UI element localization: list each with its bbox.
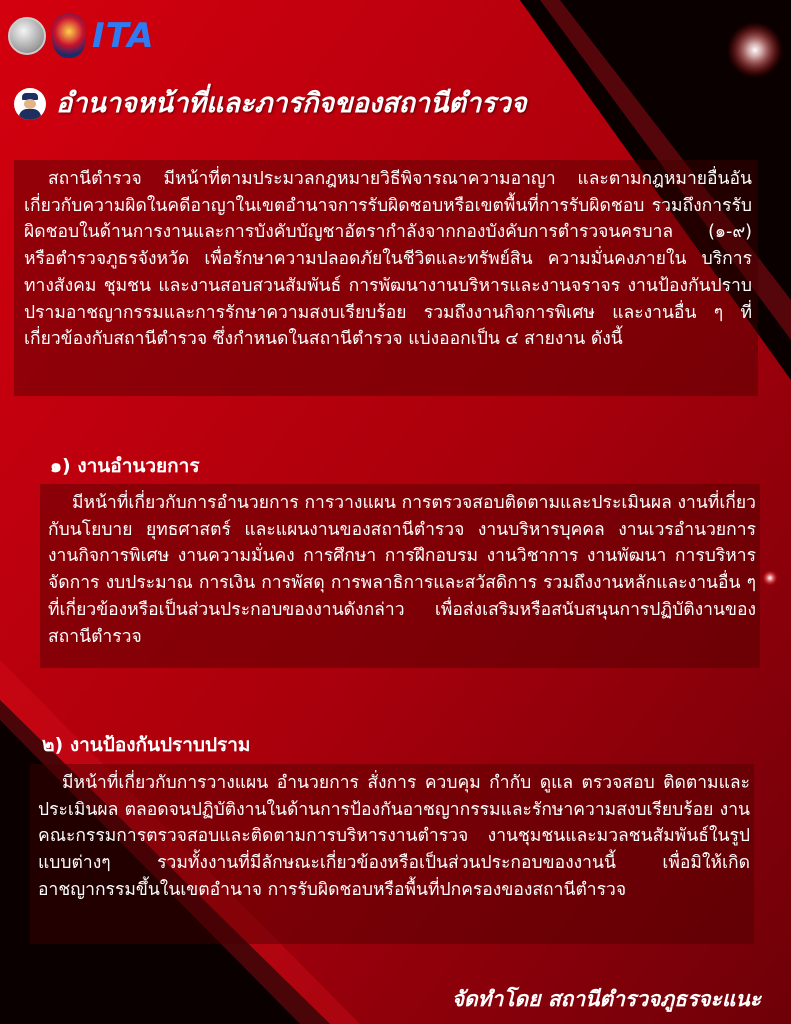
- page-title: อำนาจหน้าที่และภารกิจของสถานีตำรวจ: [56, 88, 527, 119]
- page-heading: [14, 88, 527, 120]
- footer-credit: จัดทำโดย สถานีตำรวจภูธรจะแนะ: [451, 987, 761, 1011]
- light-flare: [727, 22, 783, 78]
- ita-logo: ITA: [92, 16, 155, 56]
- intro-panel: [14, 160, 758, 396]
- logo-bar: [8, 12, 155, 60]
- police-officer-icon: [14, 88, 46, 120]
- light-flare: [762, 570, 778, 586]
- crime-prevention-paragraph: มีหน้าที่เกี่ยวกับการวางแผน อำนวยการ สั่งการ ควบคุม กำกับ ดูแล ตรวจสอบ ติดตามและประเมินผล ตลอดจนปฏิบัติงานในด้านการป้องกันอาชญากรรมและรักษาความสงบเรียบร้อย งานคณะกรรมการตรวจสอบและติดตามการบริหารงานตำรวจ งานชุมชนและมวลชนสัมพันธ์ในรูปแบบต่างๆ รวมทั้งงานที่มีลักษณะเกี่ยวข้องหรือเป็นส่วนประกอบของงานนี้ เพื่อมิให้เกิดอาชญากรรมขึ้นในเขตอำนาจ การรับผิดชอบหรือพื้นที่ปกครองของสถานีตำรวจ: [38, 773, 750, 900]
- administration-panel: [40, 484, 760, 668]
- crime-prevention-panel: [30, 764, 754, 944]
- administration-paragraph: มีหน้าที่เกี่ยวกับการอำนวยการ การวางแผน การตรวจสอบติดตามและประเมินผล งานที่เกี่ยวกับนโยบาย ยุทธศาสตร์ และแผนงานของสถานีตำรวจ งานบริหารบุคคล งานเวรอำนวยการ งานกิจการพิเศษ งานความมั่นคง การศึกษา การฝึกอบรม งานวิชาการ งานพัฒนา การบริหารจัดการ งบประมาณ การเงิน การพัสดุ การพลาธิการและสวัสดิการ รวมถึงงานหลักและงานอื่น ๆ ที่เกี่ยวข้องหรือเป็นส่วนประกอบของงานดังกล่าว เพื่อส่งเสริมหรือสนับสนุนการปฏิบัติงานของสถานีตำรวจ: [48, 493, 756, 647]
- intro-paragraph: สถานีตำรวจ มีหน้าที่ตามประมวลกฎหมายวิธีพิจารณาความอาญา และตามกฎหมายอื่นอันเกี่ยวกับความผิดในคดีอาญาในเขตอำนาจการรับผิดชอบหรือเขตพื้นที่การรับผิดชอบ รวมถึงการรับผิดชอบในด้านการงานและการบังคับบัญชาอัตรากำลังจากกองบังคับการตำรวจนครบาล (๑-๙) หรือตำรวจภูธรจังหวัด เพื่อรักษาความปลอดภัยในชีวิตและทรัพย์สิน ความมั่นคงภายใน บริการทางสังคม ชุมชน และงานสอบสวนสัมพันธ์ การพัฒนางานบริหารและงานจราจร งานป้องกันปราบปรามอาชญากรรมและการรักษาความสงบเรียบร้อย รวมถึงงานกิจการพิเศษ และงานอื่น ๆ ที่เกี่ยวข้องกับสถานีตำรวจ ซึ่งกำหนดในสถานีตำรวจ แบ่งออกเป็น ๔ สายงาน ดังนี้: [24, 169, 752, 350]
- section-title-crime-prevention: ๒) งานป้องกันปราบปราม: [42, 734, 251, 756]
- section-title-administration: ๑) งานอำนวยการ: [50, 455, 200, 477]
- royal-thai-police-crest-logo: [52, 14, 86, 58]
- police-seal-logo: [8, 17, 46, 55]
